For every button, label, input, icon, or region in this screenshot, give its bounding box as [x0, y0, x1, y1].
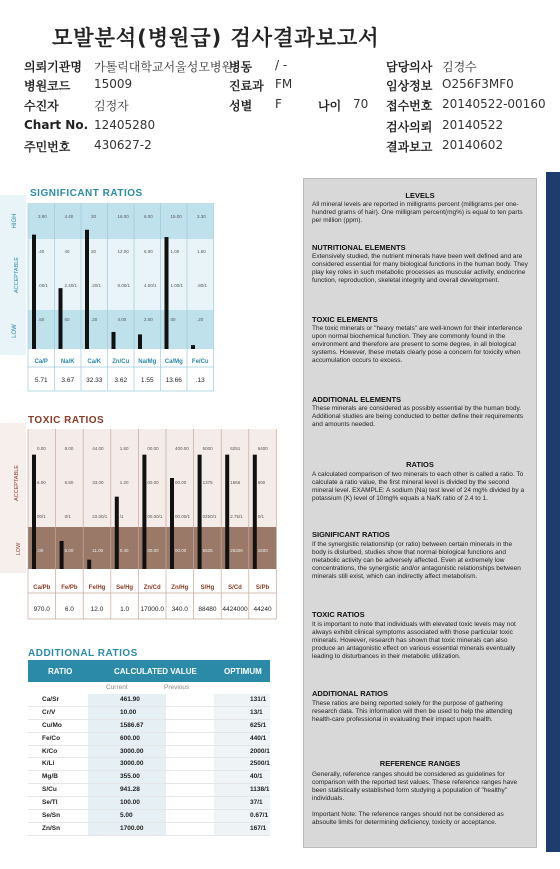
significant-ratios-title: SIGNIFICANT RATIOS	[30, 188, 143, 199]
tick-label: 0250/1	[202, 514, 217, 519]
table-row	[28, 707, 270, 720]
tick-label: .00	[37, 548, 44, 553]
ratio-bar	[87, 560, 91, 569]
sub-current: Current	[106, 684, 128, 691]
tick-label: 00.00/1	[147, 514, 163, 519]
reference-ranges-text: Generally, reference ranges should be considered as guidelines for comparison with the reported test values. These reference ranges have been statistically established form studying a population of "healthy" individuals.	[312, 771, 518, 802]
category-label: Ca/K	[87, 359, 102, 365]
ratio-cell: Cr/V	[42, 708, 56, 716]
additional-ratios-title: ADDITIONAL RATIOS	[28, 648, 138, 659]
toxic-ratios-title: TOXIC RATIOS	[28, 415, 105, 426]
tick-label: 20	[91, 249, 97, 254]
tick-label: 60	[64, 317, 70, 322]
tick-label: 12.00	[117, 249, 129, 254]
field-label: 검사의뢰	[386, 120, 433, 134]
category-label: Ca/P	[34, 359, 48, 365]
table-row	[28, 733, 270, 746]
field-label: 수진자	[24, 99, 59, 113]
tick-label: .50	[38, 317, 45, 322]
optimum-cell: 131/1	[250, 696, 267, 703]
category-label: Fe/Hg	[88, 585, 106, 591]
field-label: 임상정보	[386, 79, 433, 93]
tick-label: 15.00	[170, 214, 182, 219]
tick-label: 4.00/1	[144, 283, 157, 288]
current-cell: 1586.67	[120, 721, 144, 729]
current-cell: 461.90	[120, 696, 140, 703]
ratio-bar	[60, 541, 64, 569]
ratio-cell: Fe/Co	[42, 734, 61, 742]
tick-label: 00.00/1	[175, 514, 191, 519]
optimum-cell: 440/1	[250, 734, 267, 742]
tick-label: 11.00	[92, 548, 104, 553]
optimum-cell: 37/1	[250, 799, 263, 807]
additional-ratios-table	[28, 660, 270, 836]
field-label: 결과보고	[386, 140, 433, 154]
tick-label: 2.40/1	[64, 283, 78, 288]
ratio-bar	[198, 455, 202, 569]
optimum-cell: 625/1	[250, 721, 267, 729]
tick-label: 44.00	[92, 446, 104, 451]
tick-label: 1600	[257, 548, 268, 553]
toxic-elements-text: The toxic minerals or "heavy metals" are well-known for their interference upon normal biochemical function. They are commonly found in the environment and therefore are present to some degree, in all biological systems. However, these metals clearly pose a concern for toxicity when accumulation occurs to excess.	[312, 325, 523, 364]
value-label: 4424000	[222, 606, 248, 613]
level-band	[28, 310, 214, 349]
table-row	[28, 694, 270, 707]
tick-label: 6.00	[37, 480, 46, 485]
field-label: 접수번호	[386, 99, 433, 113]
category-label: Se/Hg	[116, 585, 134, 591]
field-value: 20140602	[442, 138, 504, 152]
field-label: 병동	[229, 60, 253, 74]
ratio-bar	[170, 478, 174, 569]
category-label: Zn/Hg	[171, 585, 189, 591]
tick-label: 0/1	[257, 514, 265, 519]
value-label: 88480	[198, 606, 217, 613]
tick-label: 5000	[202, 446, 213, 451]
tick-label: .20	[91, 317, 98, 322]
toxic-elements-heading: TOXIC ELEMENTS	[312, 315, 378, 324]
tick-label: .80/1	[197, 283, 208, 288]
additional-subheader	[28, 682, 270, 694]
value-label: 32.33	[86, 377, 103, 384]
ratio-cell: Zn/Sn	[42, 824, 61, 832]
significant-ratios-chart	[0, 195, 232, 405]
optimum-cell: 167/1	[250, 824, 267, 832]
additional-elements-text: These minerals are considered as possibly essential by the human body. Additional studies are being conducted to better define their requirements and amounts needed.	[312, 405, 524, 428]
level-band	[28, 203, 214, 239]
field-value: 20140522	[442, 118, 504, 132]
field-value: / -	[275, 58, 288, 72]
optimum-cell: 13/1	[250, 708, 263, 716]
tick-label: 16.00	[117, 214, 129, 219]
significant-ratios-text: If the synergistic relationship (or ratio) between certain minerals in the body is disturbed, studies show that normal biological functions and metabolic activity can be adversely affected. Even at extremely low concentrations, the synergistic and/or antagonistic relationships between minerals still exist, which can indirectly affect metabolism.	[312, 541, 521, 580]
category-label: Na/K	[60, 359, 75, 365]
col-optimum: OPTIMUM	[224, 667, 262, 676]
table-row	[28, 720, 270, 733]
additional-elements-heading: ADDITIONAL ELEMENTS	[312, 395, 402, 404]
category-label: Fe/Cu	[191, 359, 209, 365]
field-value: 430627-2	[94, 138, 152, 152]
ratio-cell: Se/Tl	[42, 799, 58, 807]
tick-label: 1.60	[119, 446, 129, 451]
reference-ranges-heading: REFERENCE RANGES	[379, 759, 461, 768]
levels-text: All mineral levels are reported in milligrams percent (milligrams per one-hundred grams of hair). One milligram percent(mg%) is equal to ten parts per million (ppm).	[312, 201, 523, 224]
value-label: 44240	[253, 606, 272, 613]
tick-label: 00.00	[175, 548, 187, 553]
tick-label: 1.20	[119, 480, 129, 485]
level-axis	[0, 423, 26, 573]
tick-label: 00	[170, 317, 176, 322]
field-value: 15009	[94, 77, 133, 91]
ratio-cell: Se/Sn	[42, 812, 61, 820]
ratio-cell: Mg/B	[42, 773, 58, 781]
tick-label: .40	[38, 249, 45, 254]
field-label: Chart No.	[24, 118, 89, 132]
tick-label: 4.00	[117, 317, 127, 322]
tick-label: 4.40	[64, 214, 74, 219]
ratios-heading: RATIOS	[406, 460, 434, 469]
optimum-cell: 0.67/1	[250, 812, 269, 820]
tick-label: 600	[257, 480, 266, 485]
category-label: Zn/Cd	[143, 585, 161, 591]
toxic-ratios-heading: TOXIC RATIOS	[312, 610, 365, 619]
tick-label: 6400	[257, 446, 268, 451]
levels-heading: LEVELS	[405, 191, 435, 200]
tick-label: 1.00	[170, 249, 180, 254]
ratio-bar	[112, 332, 116, 349]
value-label: .13	[195, 377, 205, 384]
additional-rows	[28, 694, 270, 836]
tick-label: 6251	[230, 446, 241, 451]
field-value: 김경수	[442, 60, 477, 74]
tick-label: .00/1	[38, 283, 49, 288]
table-row	[28, 746, 270, 759]
tick-label: .20	[197, 317, 204, 322]
tick-label: 1.60	[197, 249, 206, 254]
field-label: 진료과	[229, 79, 264, 93]
tick-label: 22.00/1	[92, 514, 108, 519]
category-label: Fe/Pb	[61, 585, 78, 591]
tick-label: 8.00/1	[117, 283, 131, 288]
ratio-bar	[142, 455, 146, 569]
ratio-bar	[138, 334, 142, 349]
side-strip	[546, 172, 560, 852]
ratio-bar	[59, 288, 63, 349]
additional-ratios-text: These ratios are being reported solely for the purpose of gathering research data. This information will then be used to help the attending health-care professional in evaluating their impact upon health.	[312, 700, 513, 723]
table-row	[28, 771, 270, 784]
value-label: 970.0	[33, 606, 50, 613]
col-calculated-value: CALCULATED VALUE	[114, 667, 197, 676]
field-value: O256F3MF0	[442, 77, 514, 91]
value-label: 17000.0	[140, 606, 164, 613]
value-label: 13.66	[165, 377, 182, 384]
tick-label: 00.00	[147, 446, 159, 451]
significant-ratios-heading: SIGNIFICANT RATIOS	[312, 530, 390, 539]
category-label: Ca/Pb	[33, 585, 51, 591]
field-value: F	[275, 97, 282, 111]
level-label: LOW	[16, 542, 22, 556]
info-panel	[303, 178, 537, 848]
tick-label: 1666	[230, 480, 241, 485]
nutritional-text: Extensively studied, the nutrient minerals have been well defined and are considered essential for many biological functions in the human body. They play key roles in such metabolic processes as muscular activity, endocrine function, reproduction, skeletal integrity and overall development.	[312, 253, 528, 284]
field-label: 성별	[229, 99, 253, 113]
ratio-bar	[225, 455, 229, 569]
table-row	[28, 797, 270, 810]
category-label: Zn/Cu	[112, 359, 130, 365]
tick-label: 40	[64, 249, 70, 254]
col-ratio: RATIO	[48, 667, 73, 676]
category-label: Na/Mg	[138, 359, 157, 365]
field-value: FM	[275, 77, 293, 91]
ratios-text: A calculated comparison of two minerals to each other is called a ratio. To calculate a ratio value, the first mineral level is divided by the second mineral level. EXAMPLE: A sodium (Na) test level of 24 mg% divided by a potassium (K) level of 10mg% equals a Na/K ratio of 2.4 to 1.	[312, 471, 525, 502]
ratio-cell: K/Li	[42, 760, 55, 768]
optimum-cell: 2000/1	[250, 747, 270, 755]
optimum-cell: 40/1	[250, 773, 263, 781]
ratio-cell: S/Cu	[42, 786, 57, 794]
value-label: 3.67	[61, 377, 75, 384]
field-label: 병원코드	[24, 79, 71, 93]
current-cell: 1700.00	[120, 824, 144, 832]
optimum-cell: 2500/1	[250, 760, 270, 768]
ratio-bar	[253, 455, 257, 569]
category-label: S/Pb	[255, 585, 270, 591]
current-cell: 3000.00	[120, 760, 144, 768]
category-label: S/Hg	[200, 585, 215, 591]
tick-label: 5625	[202, 548, 213, 553]
field-label: 담당의사	[386, 60, 433, 74]
category-label: Ca/Mg	[164, 359, 183, 365]
field-value: 가톨릭대학교서울성모병원	[94, 60, 234, 74]
level-band	[28, 429, 276, 527]
tick-label: 2.00	[144, 317, 153, 322]
important-note-text: Important Note: The reference ranges should not be considered as absoulte limits for determining deficiency, toxicity or acceptance.	[312, 811, 504, 826]
tick-label: 6.00	[144, 249, 153, 254]
value-label: 12.0	[90, 606, 104, 613]
tick-label: 3.30	[197, 214, 206, 219]
tick-label: /1	[119, 514, 124, 519]
level-label: HIGH	[12, 213, 18, 229]
ratio-bar	[85, 230, 89, 349]
toxic-ratios-text: It is important to note that individuals with elevated toxic levels may not always exhibit clinical symptoms associated with those particular toxic minerals. However, research has shown that toxic minerals can also produce an antagonistic effect on various essential minerals eventually leading to disturbances in their metabolic utilization.	[312, 621, 516, 660]
additional-table-header	[28, 660, 270, 682]
level-label: ACCEPTABLE	[14, 257, 20, 293]
value-label: 3.62	[114, 377, 128, 384]
tick-label: .20/1	[91, 283, 102, 288]
age-value: 70	[353, 97, 369, 111]
tick-label: 20	[91, 214, 97, 219]
sub-previous: Previous	[164, 684, 190, 691]
tick-label: 00.00	[175, 480, 187, 485]
field-value: 12405280	[94, 118, 156, 132]
ratio-cell: K/Co	[42, 747, 58, 755]
additional-ratios-heading: ADDITIONAL RATIOS	[312, 689, 388, 698]
tick-label: 1.00/1	[170, 283, 184, 288]
tick-label: 3.90	[38, 214, 47, 219]
value-label: 1.55	[140, 377, 154, 384]
tick-label: 6.00	[144, 214, 153, 219]
tick-label: 400.00	[175, 446, 189, 451]
tick-label: 0.00	[37, 446, 46, 451]
table-row	[28, 810, 270, 823]
field-value: 김정자	[94, 99, 129, 113]
table-row	[28, 823, 270, 836]
tick-label: 2.75/1	[230, 514, 243, 519]
tick-label: 00.00	[147, 480, 159, 485]
category-label: S/Cd	[228, 585, 242, 591]
current-cell: 100.00	[120, 799, 140, 807]
value-label: 340.0	[171, 606, 188, 613]
field-label: 주민번호	[24, 140, 71, 154]
tick-label: 26326	[230, 548, 243, 553]
current-cell: 600.00	[120, 734, 140, 742]
ratio-bar	[32, 455, 36, 569]
tick-label: 8.00	[64, 446, 74, 451]
level-label: LOW	[12, 324, 18, 338]
current-cell: 941.28	[120, 786, 140, 794]
field-value: 20140522-00160	[442, 97, 546, 111]
table-row	[28, 784, 270, 797]
field-label: 의뢰기관명	[24, 60, 82, 74]
tick-label: 6.50	[64, 480, 74, 485]
tick-label: 0/1	[64, 514, 71, 519]
toxic-ratios-chart	[0, 423, 285, 623]
tick-label: 00.00	[147, 548, 159, 553]
ratio-cell: Cu/Mo	[42, 721, 62, 729]
report-title: 모발분석(병원급) 검사결과보고서	[52, 26, 380, 50]
ratio-cell: Ca/Sr	[42, 696, 59, 703]
value-label: 6.0	[64, 606, 74, 613]
ratio-bar	[32, 235, 36, 349]
value-label: 1.0	[120, 606, 130, 613]
level-label: ACCEPTABLE	[14, 465, 20, 501]
tick-label: 33.00	[92, 480, 104, 485]
nutritional-heading: NUTRITIONAL ELEMENTS	[312, 243, 406, 252]
tick-label: 00/1	[37, 514, 46, 519]
tick-label: 0.40	[119, 548, 129, 553]
current-cell: 355.00	[120, 773, 140, 781]
age-label: 나이	[318, 99, 342, 113]
optimum-cell: 1138/1	[250, 786, 270, 794]
tick-label: 5.00	[64, 548, 74, 553]
table-row	[28, 758, 270, 771]
ratio-bar	[191, 345, 195, 349]
value-label: 5.71	[34, 377, 48, 384]
current-cell: 10.00	[120, 708, 137, 716]
current-cell: 5.00	[120, 812, 133, 820]
ratio-bar	[115, 497, 119, 569]
ratio-bar	[165, 237, 169, 349]
current-cell: 3000.00	[120, 747, 144, 755]
tick-label: 1375	[202, 480, 213, 485]
